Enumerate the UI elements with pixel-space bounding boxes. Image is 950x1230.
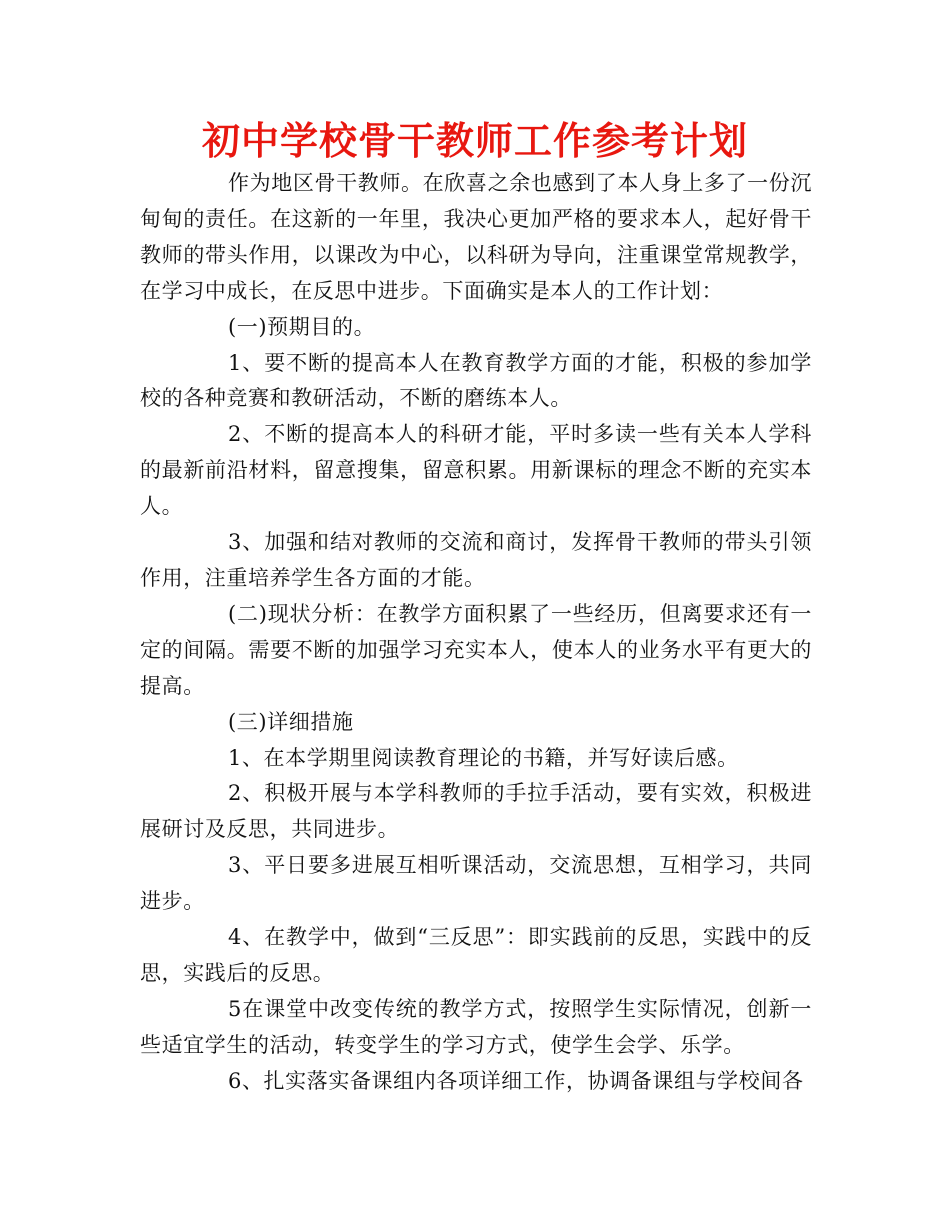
measure-item-6: 6、扎实落实备课组内各项详细工作，协调备课组与学校间各 [228, 1068, 804, 1093]
section-heading-measures: (三)详细措施 [228, 709, 354, 734]
goal-item-1: 1、要不断的提高本人在教育教学方面的才能，积极的参加学校的各种竞赛和教研活动，不断的磨练本人。 [140, 350, 812, 411]
measure-item-5: 5在课堂中改变传统的教学方式，按照学生实际情况，创新一些适宜学生的活动，转变学生的学习方式，使学生会学、乐学。 [140, 996, 812, 1057]
measure-item-2: 2、积极开展与本学科教师的手拉手活动，要有实效，积极进展研讨及反思，共同进步。 [140, 781, 812, 842]
section-heading-goals: (一)预期目的。 [228, 314, 376, 339]
measure-item-1: 1、在本学期里阅读教育理论的书籍，并写好读后感。 [228, 745, 739, 770]
goal-item-2: 2、不断的提高本人的科研才能，平时多读一些有关本人学科的最新前沿材料，留意搜集，留意积累。用新课标的理念不断的充实本人。 [140, 422, 812, 519]
measure-item-4: 4、在教学中，做到“三反思”：即实践前的反思，实践中的反思，实践后的反思。 [140, 925, 812, 985]
paragraph-intro: 作为地区骨干教师。在欣喜之余也感到了本人身上多了一份沉甸甸的责任。在这新的一年里，我决心更加严格的要求本人，起好骨干教师的带头作用，以课改为中心，以科研为导向，注重课堂常规教学，在学习中成长，在反思中进步。下面确实是本人的工作计划： [140, 171, 812, 303]
section-status-analysis: (二)现状分析：在教学方面积累了一些经历，但离要求还有一定的间隔。需要不断的加强学习充实本人，使本人的业务水平有更大的提高。 [140, 601, 812, 698]
measure-item-3: 3、平日要多进展互相听课活动，交流思想，互相学习，共同进步。 [140, 853, 812, 914]
document-body [140, 166, 812, 1100]
document-title: 初中学校骨干教师工作参考计划 [201, 119, 748, 163]
goal-item-3: 3、加强和结对教师的交流和商讨，发挥骨干教师的带头引领作用，注重培养学生各方面的才能。 [140, 530, 812, 590]
